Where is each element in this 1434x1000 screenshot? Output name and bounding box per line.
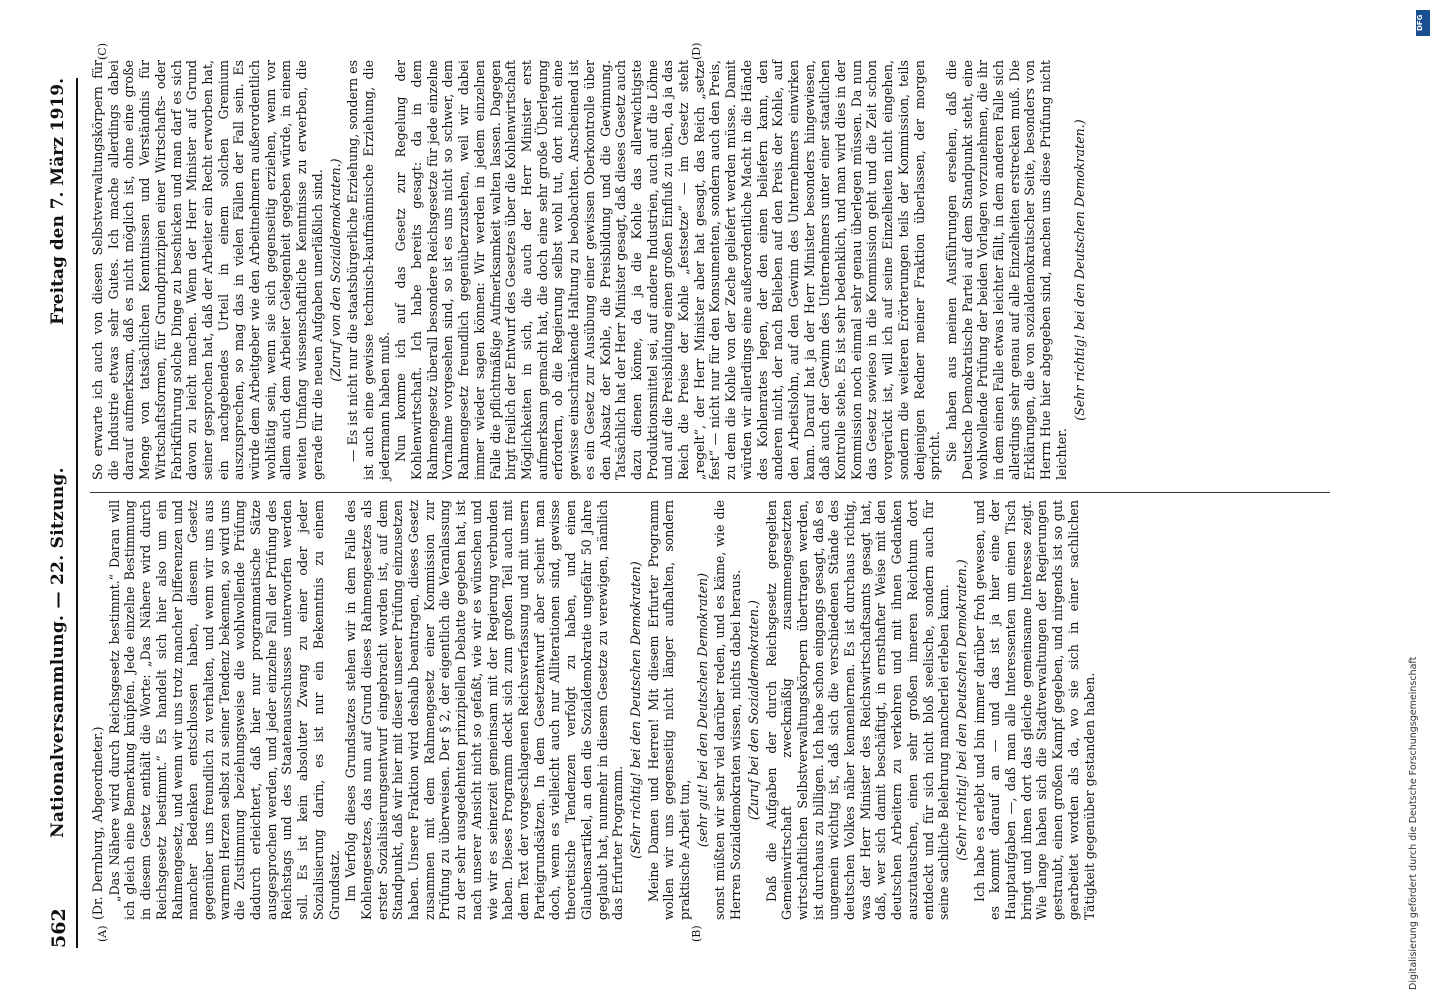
interjection: (Sehr richtig! bei den Deutschen Demokraten.) bbox=[953, 559, 969, 861]
page-header bbox=[44, 78, 74, 948]
margin-marker-b: (B) bbox=[690, 925, 703, 942]
paragraph: sonst müßten wir sehr viel darüber reden, und es käme, wie die Herren Sozialdemokraten wissen, nichts dabei heraus. bbox=[712, 500, 744, 920]
header-date: Freitag den 7. März 1919. bbox=[48, 78, 68, 325]
page-number: 562 bbox=[48, 908, 70, 948]
left-column bbox=[90, 500, 1330, 920]
paragraph: Daß die Aufgaben der durch Reichsgesetz geregelten Gemeinwirtschaft zweckmäßig zusammengesetzten wirtschaftlichen Selbstverwaltungskörpern übertragen werden, ist durchaus zu billigen. Ich habe schon eingangs gesagt, daß es ungemein wichtig ist, daß sich die verschiedenen Stände des deutschen Volkes näher kennenlernen. Es ist durchaus richtig, was der Herr Minister des Reichswirtschaftsamts gesagt hat, daß, wer sich damit beschäftigt, in ernsthafter Weise mit den deutschen Arbeitern zu verkehren und mit ihnen Gedanken auszutauschen, einen sehr großen inneren Reichtum dort entdeckt und für sich nicht bloß seelische, sondern auch für seine sachliche Belehrung mancherlei erleben kann. bbox=[763, 500, 952, 920]
speaker-line: (Dr. Dernburg, Abgeordneter.) bbox=[90, 726, 105, 920]
paragraph: Nun komme ich auf das Gesetz zur Regelung der Kohlenwirtschaft. Ich habe bereits gesagt: da in dem Rahmengesetz überall besondere Reichsgesetze für jede einzelne Vornahme vorgesehen sind, so ist es uns nicht so schwer, dem Rahmengesetz freundlich gegenüberzustehen, weil wir dabei immer wieder sagen können: Wir werden in jedem einzelnen Falle die pflichtmäßige Aufmerksamkeit walten lassen. Dagegen birgt freilich der Entwurf des Gesetzes über die Kohlenwirtschaft Möglichkeiten in sich, die auch der Herr Minister erst aufmerksam gemacht hat, die doch eine sehr große Überlegung erfordern, ob die Regierung selbst wohl tut, dort nicht eine gewisse einschränkende Haltung zu beobachten. Anscheinend ist es ein Gesetz zur Ausübung einer gewissen Oberkontrolle über den Absatz der Kohle, die Preisbildung und die Gewinnung. Tatsächlich hat der Herr Minister gesagt, daß dieses Gesetz auch dazu dienen könne, da ja die Kohle das allerwichtigste Produktionsmittel sei, auf andere Industrien, auch auf die Löhne und auf die Preisbildung einen großen Einfluß zu üben, da ja das Reich die Preise der Kohle „festsetze“ — im Gesetz steht „regelt“, der Herr Minister aber hat gesagt, das Reich „setze fest“ — nicht nur für den Konsumenten, sondern auch den Preis, zu dem die Kohle von der Zeche geliefert werden müsse. Damit würden wir allerdings eine außerordentliche Macht in die Hände des Kohlenrates legen, der den einen beliefern kann, den anderen nicht, der nach Belieben auf den Preis der Kohle, auf den Arbeitslohn, auf den Gewinn des Unternehmers einwirken kann. Darauf hat ja der Herr Minister besonders hingewiesen, daß auch der Gewinn des Unternehmers unter einer staatlichen Kontrolle stehe. Es ist sehr bedenklich, und man wird dies in der Kommission noch einmal sehr genau überlegen müssen. Da nun das Gesetz sowieso in die Kommission geht und die Zeit schon vorgerückt ist, will ich auf seine Einzelheiten nicht eingehen, sondern die weiteren Erörterungen teils der Kommission, teils denjenigen Redner meiner Fraktion überlassen, der morgen spricht. bbox=[393, 59, 943, 480]
paragraph: „Das Nähere wird durch Reichsgesetz bestimmt.“ Daran will ich gleich eine Bemerkung knüpfen. Jede einzelne Bestimmung in diesem Gesetz enthält die Worte: „Das Nähere wird durch Reichsgesetz bestimmt.“ Es handelt sich hier also um ein Rahmengesetz, und wenn wir uns trotz mancher Differenzen und mancher Bedenken entschlossen haben, diesem Gesetz gegenüber uns freundlich zu verhalten, und wenn wir uns aus warmem Herzen selbst zu seiner Tendenz bekennen, so wird uns die Zustimmung beziehungsweise die wohlwollende Prüfung dadurch erleichtert, daß hier nur programmatische Sätze ausgesprochen werden, und jeder einzelne Fall der Prüfung des Reichstags und des Staatenausschusses unterworfen werden soll. Es ist kein absoluter Zwang zu einer oder jeder Sozialisierung darin, es ist nur ein Bekenntnis zu einem Grundsatz. bbox=[106, 500, 342, 920]
digitization-note bbox=[1408, 10, 1434, 990]
paragraph: Sie haben aus meinen Ausführungen ersehen, daß die Deutsche Demokratische Partei auf dem Standpunkt steht, eine wohlwollende Prüfung der beiden Vorlagen vorzunehmen, die ihr in dem einen Falle etwas leichter fällt, in dem anderen Falle sich allerdings sehr genau auf alle Einzelheiten erstrecken muß. Die Erklärungen, die von sozialdemokratischer Seite, besonders von Herrn Hue hier abgegeben sind, machen uns diese Prüfung nicht leichter. bbox=[943, 60, 1069, 480]
margin-marker-a: (A) bbox=[96, 925, 109, 942]
interjection: (Sehr richtig! bei den Deutschen Demokraten.) bbox=[1071, 119, 1087, 421]
paragraph: — Es ist nicht nur die staatsbürgerliche Erziehung, sondern es ist auch eine gewisse technisch-kaufmännische Erziehung, die jedermann haben muß. bbox=[345, 60, 392, 480]
interjection: (Zuruf bei den Sozialdemokraten.) bbox=[745, 600, 761, 820]
interjection: (Sehr richtig! bei den Deutschen Demokraten) bbox=[627, 561, 643, 859]
paragraph: Ich habe es erlebt und bin immer darüber froh gewesen, und es kommt darauf an — und das ist ja hier eine der Hauptaufgaben —, daß man alle Interessenten um einen Tisch bringt und ihnen dort das gleiche gemeinsame Interesse zeigt. Wie lange haben sich die Stadtverwaltungen der Regierungen gestraubt, einen großen Kampf gegeben, und nirgends ist so gut gearbeitet worden als da, wo sie sich in einer sachlichen Tätigkeit gegenüber gestanden haben. bbox=[971, 500, 1097, 920]
column-divider bbox=[90, 492, 1330, 493]
margin-marker-c: (C) bbox=[96, 43, 109, 60]
paragraph: Im Verfolg dieses Grundsatzes stehen wir in dem Falle des Kohlengesetzes, das nun auf Grund dieses Rahmengesetzes als erster Sozialisierungsentwurf eingebracht worden ist, auf dem Standpunkt, daß wir hier mit dieser unserer Prüfung einzusetzen haben. Unsere Fraktion wird deshalb beantragen, dieses Gesetz zusammen mit dem Rahmengesetz einer Kommission zur Prüfung zu überweisen. Der § 2, der eigentlich die Veranlassung zu der sehr ausgedehnten prinzipiellen Debatte gegeben hat, ist nach unserer Ansicht nicht so gefaßt, wie wir es wünschen und wie wir es seinerzeit gemeinsam mit der Regierung verbunden haben. Dieses Programm deckt sich zum großen Teil auch mit dem Text der vorgeschlagenen Reichsverfassung und mit unsern Parteigrundsätzen. In dem Gesetzentwurf aber scheint man doch, wenn es vielleicht auch nur Alliterationen sind, gewisse theoretische Tendenzen verfolgt zu haben, und einen Glaubensartikel, an den die Sozialdemokratie ungefähr 50 Jahre geglaubt hat, nunmehr in diesem Gesetze zu verewigen, nämlich das Erfurter Programm. bbox=[343, 500, 626, 920]
margin-marker-d: (D) bbox=[690, 42, 703, 60]
digitization-note-text: Digitalisierung gefördert durch die Deutsche Forschungsgemeinschaft bbox=[1408, 656, 1419, 990]
right-column bbox=[90, 60, 1330, 480]
paragraph: Meine Damen und Herren! Mit diesem Erfurter Programm wollen wir uns gegenseitig nicht länger aufhalten, sondern praktische Arbeit tun, bbox=[645, 500, 693, 920]
paragraph: So erwarte ich auch von diesen Selbstverwaltungskörpern für die Industrie etwas sehr Gutes. Ich mache allerdings dabei darauf aufmerksam, daß es nicht möglich ist, ohne eine große Menge von tatsächlichen Kenntnissen und Verständnis für Wirtschaftsformen, für Grundprinzipien einer Wirtschafts- oder Fabrikführung solche Dinge zu beschicken und man darf es sich davon zu leicht machen. Wenn der Herr Minister auf Grund seiner gesprochen hat, daß der Arbeiter ein Recht erworben hat, ein nachgebendes Urteil in einem solchen Gremium auszusprechen, so mag das in vielen Fällen der Fall sein. Es würde dem Arbeitgeber wie den Arbeitnehmern außerordentlich wohltätig sein, wenn sie sich gegenseitig erziehen, wenn vor allem auch dem Arbeiter Gelegenheit gegeben würde, in einem weiten Umfang wissenschaftliche Kenntnisse zu erwerben, die gerade für die neuen Aufgaben unerläßlich sind. bbox=[90, 60, 325, 480]
interjection: (sehr gut! bei den Deutschen Demokraten) bbox=[694, 572, 710, 848]
header-title: Nationalversammlung. — 22. Sitzung. bbox=[48, 467, 68, 838]
dfg-logo: DFG bbox=[1416, 10, 1430, 36]
header-rule bbox=[76, 78, 78, 948]
interjection: (Zuruf von den Sozialdemokraten.) bbox=[327, 158, 343, 382]
